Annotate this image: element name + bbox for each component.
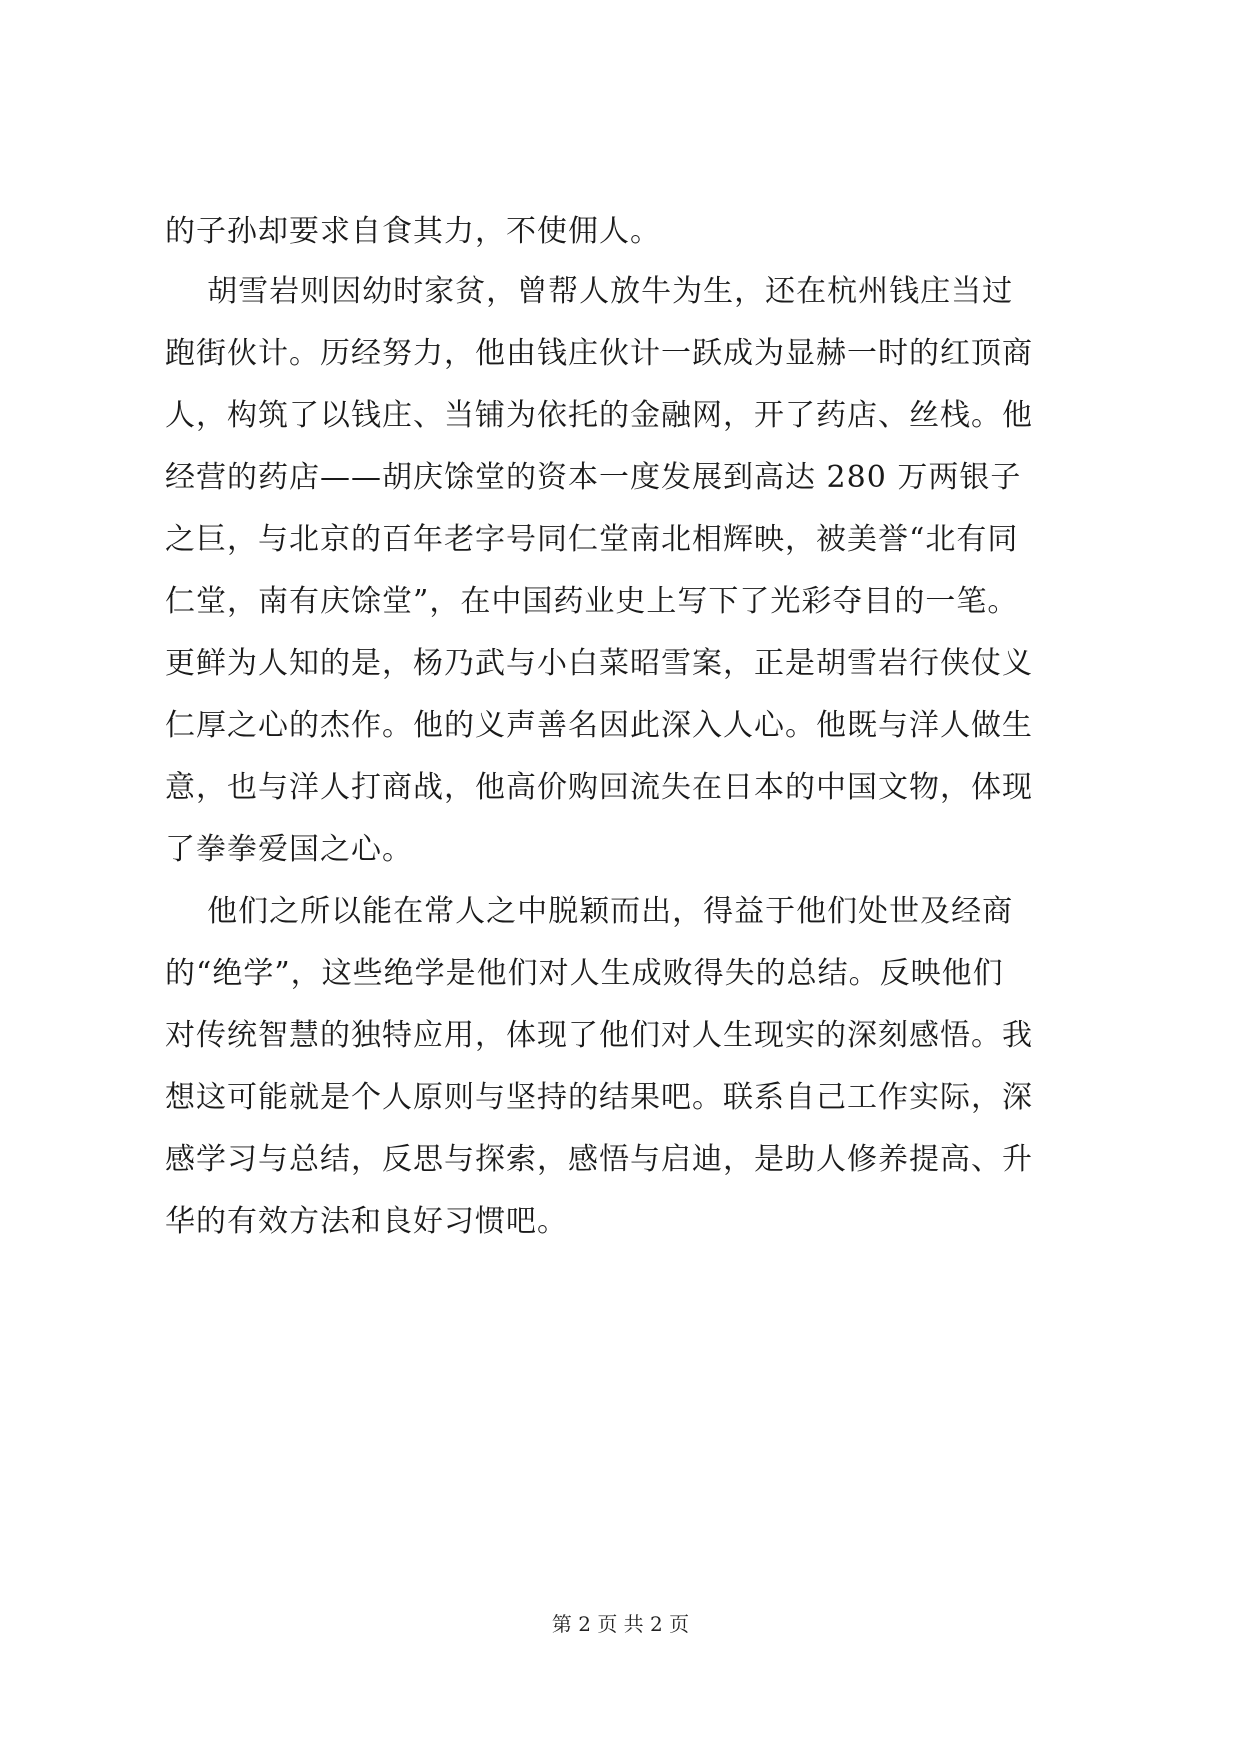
text-line: 人，构筑了以钱庄、当铺为依托的金融网，开了药店、丝栈。他 — [165, 398, 1033, 433]
text-line: 感学习与总结，反思与探索，感悟与启迪，是助人修养提高、升 — [165, 1142, 1033, 1177]
text-line: 想这可能就是个人原则与坚持的结果吧。联系自己工作实际，深 — [165, 1080, 1033, 1115]
text-line: 的子孙却要求自食其力，不使佣人。 — [165, 214, 661, 249]
text-line: 意，也与洋人打商战，他高价购回流失在日本的中国文物，体现 — [165, 770, 1033, 805]
text-line: 跑街伙计。历经努力，他由钱庄伙计一跃成为显赫一时的红顶商 — [165, 336, 1033, 371]
text-line: 胡雪岩则因幼时家贫，曾帮人放牛为生，还在杭州钱庄当过 — [165, 274, 1014, 309]
text-line: 经营的药店——胡庆馀堂的资本一度发展到高达 280 万两银子 — [165, 460, 1022, 495]
text-line: 之巨，与北京的百年老字号同仁堂南北相辉映，被美誉“北有同 — [165, 522, 1019, 557]
text-line: 对传统智慧的独特应用，体现了他们对人生现实的深刻感悟。我 — [165, 1018, 1033, 1053]
page-number-footer: 第 2 页 共 2 页 — [551, 1612, 690, 1636]
text-line: 仁堂，南有庆馀堂”，在中国药业史上写下了光彩夺目的一笔。 — [165, 584, 1019, 619]
text-line: 他们之所以能在常人之中脱颖而出，得益于他们处世及经商 — [165, 894, 1014, 929]
text-line: 的“绝学”，这些绝学是他们对人生成败得失的总结。反映他们 — [165, 956, 1004, 991]
text-line: 仁厚之心的杰作。他的义声善名因此深入人心。他既与洋人做生 — [165, 708, 1033, 743]
text-line: 更鲜为人知的是，杨乃武与小白菜昭雪案，正是胡雪岩行侠仗义 — [165, 646, 1033, 681]
text-line: 华的有效方法和良好习惯吧。 — [165, 1204, 568, 1239]
text-line: 了拳拳爱国之心。 — [165, 832, 413, 867]
